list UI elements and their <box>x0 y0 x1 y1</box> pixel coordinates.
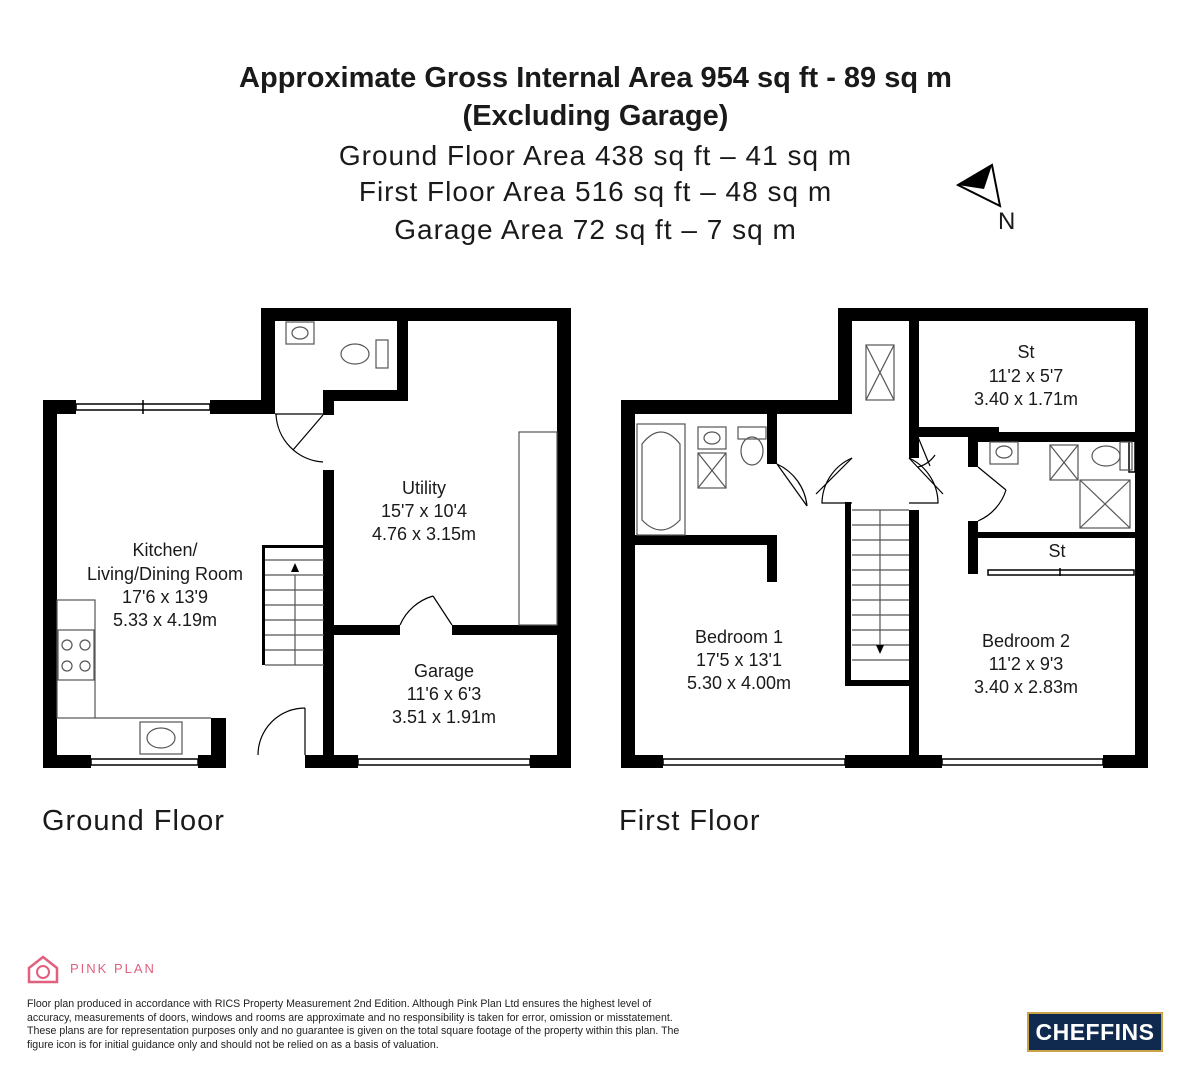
ground-floor-fixtures <box>57 322 557 754</box>
first-floor-walls <box>621 308 1148 768</box>
pink-plan-logo-icon <box>26 954 60 984</box>
ground-floor-area: Ground Floor Area 438 sq ft – 41 sq m <box>338 140 853 171</box>
store-top-name: St <box>1017 342 1035 362</box>
compass-north-label: N <box>998 208 1016 235</box>
north-arrow-icon <box>958 165 1000 206</box>
bedroom1-name: Bedroom 1 <box>694 627 784 647</box>
first-floor-windows <box>663 437 1135 765</box>
kitchen-metric: 5.33 x 4.19m <box>112 610 218 630</box>
bedroom2-imperial: 11'2 x 9'3 <box>988 654 1064 674</box>
utility-name: Utility <box>402 478 446 498</box>
utility-metric: 4.76 x 3.15m <box>371 524 477 544</box>
bedroom2-metric: 3.40 x 2.83m <box>973 677 1079 697</box>
first-floor-area: First Floor Area 516 sq ft – 48 sq m <box>358 176 833 207</box>
store-top-imperial: 11'2 x 5'7 <box>988 366 1064 386</box>
stair-up-arrow-icon <box>291 563 299 572</box>
store-small-name: St <box>1048 541 1066 561</box>
first-floor-title: First Floor <box>619 805 761 837</box>
store-top-metric: 3.40 x 1.71m <box>973 389 1079 409</box>
disclaimer-text: Floor plan produced in accordance with RICS Property Measurement 2nd Edition. Although Pink Plan Ltd ensures the highest level of accuracy, measurements of doors, windows and rooms are approximate and no responsibility is taken for error, omission or misstatement. These plans are for representation purposes only and no guarantee is given on the total square footage of the property within this plan. The figure icon is for initial guidance only and should not be relied on as a basis of valuation. <box>27 998 680 1051</box>
pink-plan-brand: PINK PLAN <box>70 961 156 976</box>
stair-down-arrow-icon <box>876 645 884 654</box>
ground-floor-walls <box>43 308 571 768</box>
garage-imperial: 11'6 x 6'3 <box>406 684 482 704</box>
bedroom2-name: Bedroom 2 <box>981 631 1071 651</box>
bedroom1-metric: 5.30 x 4.00m <box>686 673 792 693</box>
utility-imperial: 15'7 x 10'4 <box>381 501 467 521</box>
bedroom1-imperial: 17'5 x 13'1 <box>696 650 782 670</box>
kitchen-name: Kitchen/ <box>132 540 198 560</box>
area-title: Approximate Gross Internal Area 954 sq ft - 89 sq m <box>239 62 952 94</box>
garage-name: Garage <box>413 661 475 681</box>
cheffins-logo: CHEFFINS <box>1027 1012 1163 1052</box>
kitchen-name-2: Living/Dining Room <box>86 564 244 584</box>
kitchen-imperial: 17'6 x 13'9 <box>122 587 208 607</box>
garage-metric: 3.51 x 1.91m <box>391 707 497 727</box>
garage-area: Garage Area 72 sq ft – 7 sq m <box>394 214 797 245</box>
ground-floor-title: Ground Floor <box>42 805 225 837</box>
area-subtitle: (Excluding Garage) <box>462 100 729 132</box>
